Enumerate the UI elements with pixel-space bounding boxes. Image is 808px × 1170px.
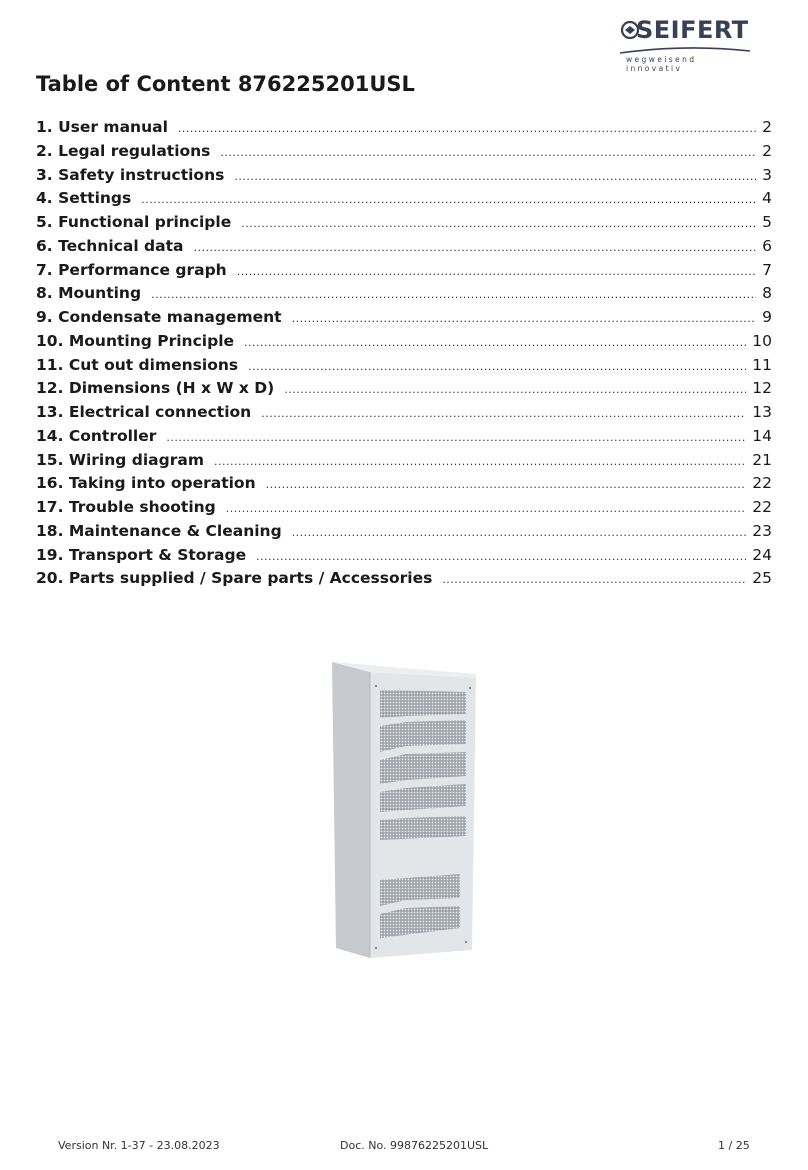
toc-entry-page[interactable]: 8 <box>762 284 772 303</box>
toc-entry-page[interactable]: 25 <box>752 569 772 588</box>
toc-entry-title[interactable]: 1. User manual <box>36 118 168 136</box>
toc-leader-dots <box>248 360 746 373</box>
logo-swoosh-icon <box>620 46 750 54</box>
toc-entry[interactable] <box>36 166 772 190</box>
toc-leader-dots <box>234 170 756 183</box>
toc-leader-dots <box>151 288 756 301</box>
toc-leader-dots <box>226 502 746 515</box>
toc-entry-title[interactable]: 3. Safety instructions <box>36 165 225 184</box>
toc-entry[interactable] <box>36 213 772 237</box>
toc-leader-dots <box>214 455 746 468</box>
toc-entry[interactable] <box>36 569 772 593</box>
toc-leader-dots <box>292 526 747 539</box>
table-of-contents <box>36 118 772 593</box>
toc-entry-title[interactable]: 4. Settings <box>36 189 132 208</box>
toc-entry-page[interactable]: 24 <box>752 545 772 564</box>
toc-entry-page[interactable]: 10 <box>752 331 772 350</box>
toc-entry[interactable] <box>36 403 772 427</box>
toc-entry-title[interactable]: 19. Transport & Storage <box>36 545 247 564</box>
toc-entry[interactable] <box>36 118 772 142</box>
toc-entry-title[interactable]: 7. Performance graph <box>36 260 227 279</box>
footer-page-number: 1 / 25 <box>718 1139 750 1152</box>
toc-entry-page[interactable]: 5 <box>762 213 772 231</box>
toc-entry-title[interactable]: 5. Functional principle <box>36 213 232 231</box>
toc-entry-page[interactable]: 3 <box>762 165 772 184</box>
toc-entry[interactable] <box>36 237 772 261</box>
toc-entry[interactable] <box>36 498 772 522</box>
toc-entry-page[interactable]: 14 <box>752 426 772 445</box>
toc-leader-dots <box>244 336 746 349</box>
toc-entry[interactable] <box>36 261 772 285</box>
toc-leader-dots <box>220 146 756 159</box>
toc-entry-title[interactable]: 15. Wiring diagram <box>36 450 204 469</box>
toc-entry[interactable] <box>36 332 772 356</box>
toc-entry-page[interactable]: 13 <box>752 403 772 421</box>
toc-entry-page[interactable]: 22 <box>752 498 772 516</box>
footer-version: Version Nr. 1-37 - 23.08.2023 <box>58 1139 220 1152</box>
toc-leader-dots <box>166 431 746 444</box>
logo-tagline: wegweisend innovativ <box>626 55 697 73</box>
toc-entry-title[interactable]: 8. Mounting <box>36 284 142 303</box>
toc-leader-dots <box>193 241 756 254</box>
toc-leader-dots <box>256 550 746 563</box>
toc-leader-dots <box>241 217 756 230</box>
toc-entry[interactable] <box>36 474 772 498</box>
toc-leader-dots <box>292 312 757 325</box>
toc-entry-title[interactable]: 16. Taking into operation <box>36 474 256 493</box>
toc-entry-page[interactable]: 11 <box>752 355 772 374</box>
toc-entry-page[interactable]: 12 <box>752 379 772 398</box>
toc-entry-page[interactable]: 23 <box>752 521 772 540</box>
toc-leader-dots <box>284 383 746 396</box>
seifert-logo <box>616 14 756 73</box>
toc-leader-dots <box>141 193 756 206</box>
toc-entry-page[interactable]: 2 <box>762 118 772 136</box>
toc-entry[interactable] <box>36 522 772 546</box>
toc-leader-dots <box>237 265 756 278</box>
toc-leader-dots <box>261 407 746 420</box>
toc-entry-title[interactable]: 18. Maintenance & Cleaning <box>36 521 282 540</box>
cabinet-cooling-unit-image <box>326 656 482 962</box>
toc-entry[interactable] <box>36 308 772 332</box>
toc-leader-dots <box>442 573 746 586</box>
toc-entry-title[interactable]: 14. Controller <box>36 426 157 445</box>
toc-entry-title[interactable]: 17. Trouble shooting <box>36 498 216 516</box>
toc-entry-title[interactable]: 2. Legal regulations <box>36 141 211 160</box>
toc-entry-title[interactable]: 10. Mounting Principle <box>36 331 235 350</box>
toc-entry[interactable] <box>36 427 772 451</box>
toc-entry-page[interactable]: 4 <box>762 189 772 208</box>
toc-entry-title[interactable]: 9. Condensate management <box>36 308 282 326</box>
toc-entry-page[interactable]: 21 <box>752 450 772 469</box>
toc-entry-title[interactable]: 12. Dimensions (H x W x D) <box>36 379 275 398</box>
toc-entry[interactable] <box>36 189 772 213</box>
toc-entry-title[interactable]: 11. Cut out dimensions <box>36 355 239 374</box>
toc-leader-dots <box>178 122 756 135</box>
toc-entry[interactable] <box>36 546 772 570</box>
toc-leader-dots <box>266 478 747 491</box>
toc-entry-title[interactable]: 20. Parts supplied / Spare parts / Accessories <box>36 569 433 588</box>
logo-brand-text: SEIFERT <box>636 16 749 44</box>
toc-entry[interactable] <box>36 451 772 475</box>
toc-entry-title[interactable]: 13. Electrical connection <box>36 403 252 421</box>
toc-entry-page[interactable]: 9 <box>762 308 772 326</box>
toc-entry[interactable] <box>36 142 772 166</box>
toc-entry-page[interactable]: 22 <box>752 474 772 493</box>
toc-entry-page[interactable]: 7 <box>762 260 772 279</box>
toc-entry-page[interactable]: 6 <box>762 236 772 255</box>
footer-doc-number: Doc. No. 99876225201USL <box>340 1139 489 1152</box>
toc-entry[interactable] <box>36 379 772 403</box>
page-title: Table of Content 876225201USL <box>36 72 415 96</box>
toc-entry[interactable] <box>36 356 772 380</box>
toc-entry-title[interactable]: 6. Technical data <box>36 236 184 255</box>
toc-entry[interactable] <box>36 284 772 308</box>
toc-entry-page[interactable]: 2 <box>762 141 772 160</box>
